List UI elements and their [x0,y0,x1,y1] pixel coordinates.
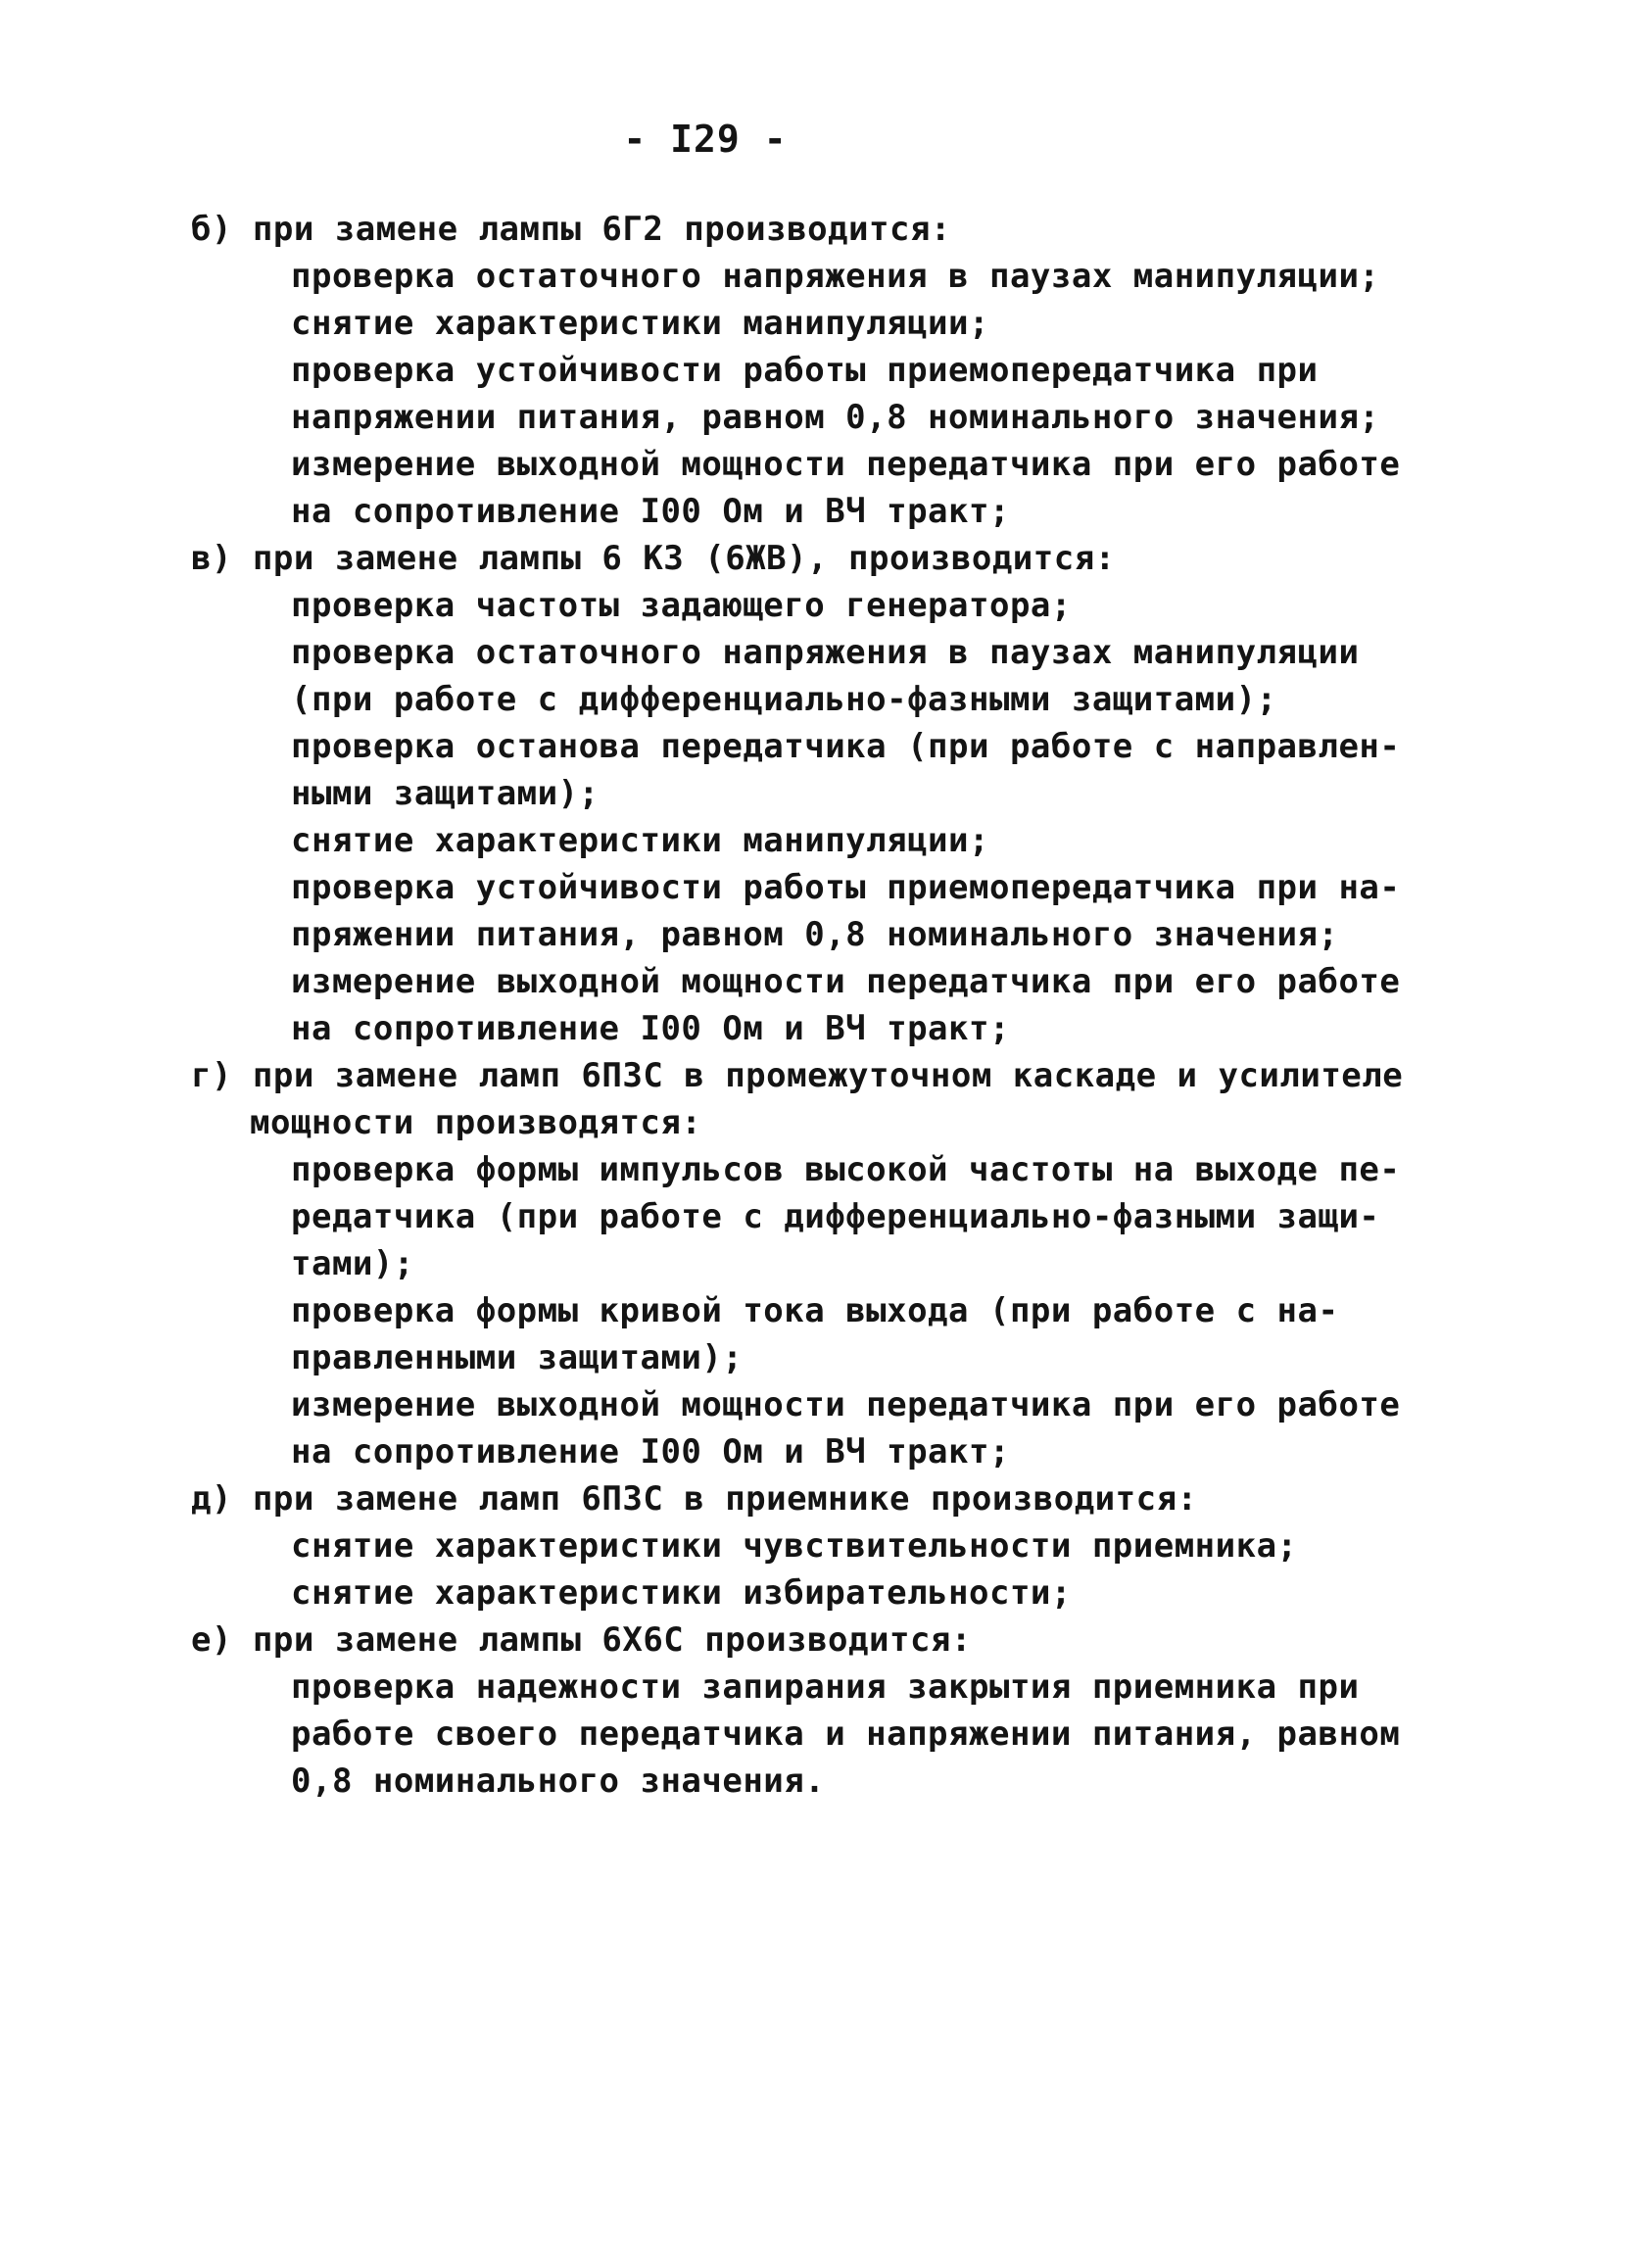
document-body [191,206,1425,1805]
text-line: правленными защитами); [291,1338,744,1377]
text-line: (при работе с дифференциально-фазными защитами); [291,680,1277,719]
page-number: - I29 - [623,118,788,161]
text-line: проверка останова передатчика (при работе с направлен- [291,727,1401,766]
text-line: снятие характеристики чувствительности приемника; [291,1526,1298,1566]
text-line: пряжении питания, равном 0,8 номинального значения; [291,915,1339,954]
text-line: на сопротивление I00 Ом и ВЧ тракт; [291,492,1010,531]
text-line: 0,8 номинального значения. [291,1761,826,1801]
text-line: мощности производятся: [250,1103,702,1142]
text-line: е) при замене лампы 6Х6С производится: [191,1620,972,1660]
text-line: проверка остаточного напряжения в паузах манипуляции; [291,257,1380,296]
text-line: редатчика (при работе с дифференциально-фазными защи- [291,1197,1380,1236]
text-line: снятие характеристики избирательности; [291,1573,1072,1613]
text-line: тами); [291,1244,414,1283]
text-line: б) при замене лампы 6Г2 производится: [191,210,951,249]
text-line: проверка надежности запирания закрытия приемника при [291,1667,1360,1707]
text-line: на сопротивление I00 Ом и ВЧ тракт; [291,1009,1010,1048]
text-line: проверка формы импульсов высокой частоты на выходе пе- [291,1150,1401,1189]
text-line: измерение выходной мощности передатчика при его работе [291,445,1401,484]
text-line: измерение выходной мощности передатчика при его работе [291,1385,1401,1424]
text-line: напряжении питания, равном 0,8 номинального значения; [291,398,1380,437]
text-line: г) при замене ламп 6П3С в промежуточном каскаде и усилителе [191,1056,1404,1095]
text-line: проверка устойчивости работы приемопередатчика при на- [291,868,1401,907]
text-line: измерение выходной мощности передатчика при его работе [291,962,1401,1001]
text-line: проверка формы кривой тока выхода (при работе с на- [291,1291,1339,1330]
text-line: снятие характеристики манипуляции; [291,821,989,860]
text-line: в) при замене лампы 6 К3 (6ЖВ), производится: [191,539,1116,578]
text-line: снятие характеристики манипуляции; [291,304,989,343]
text-line: проверка остаточного напряжения в паузах манипуляции [291,633,1360,672]
text-line: ными защитами); [291,774,600,813]
text-line: д) при замене ламп 6П3С в приемнике производится: [191,1479,1198,1519]
text-line: проверка частоты задающего генератора; [291,586,1072,625]
text-line: работе своего передатчика и напряжении питания, равном [291,1714,1401,1754]
text-line: проверка устойчивости работы приемопередатчика при [291,351,1319,390]
text-line: на сопротивление I00 Ом и ВЧ тракт; [291,1432,1010,1472]
